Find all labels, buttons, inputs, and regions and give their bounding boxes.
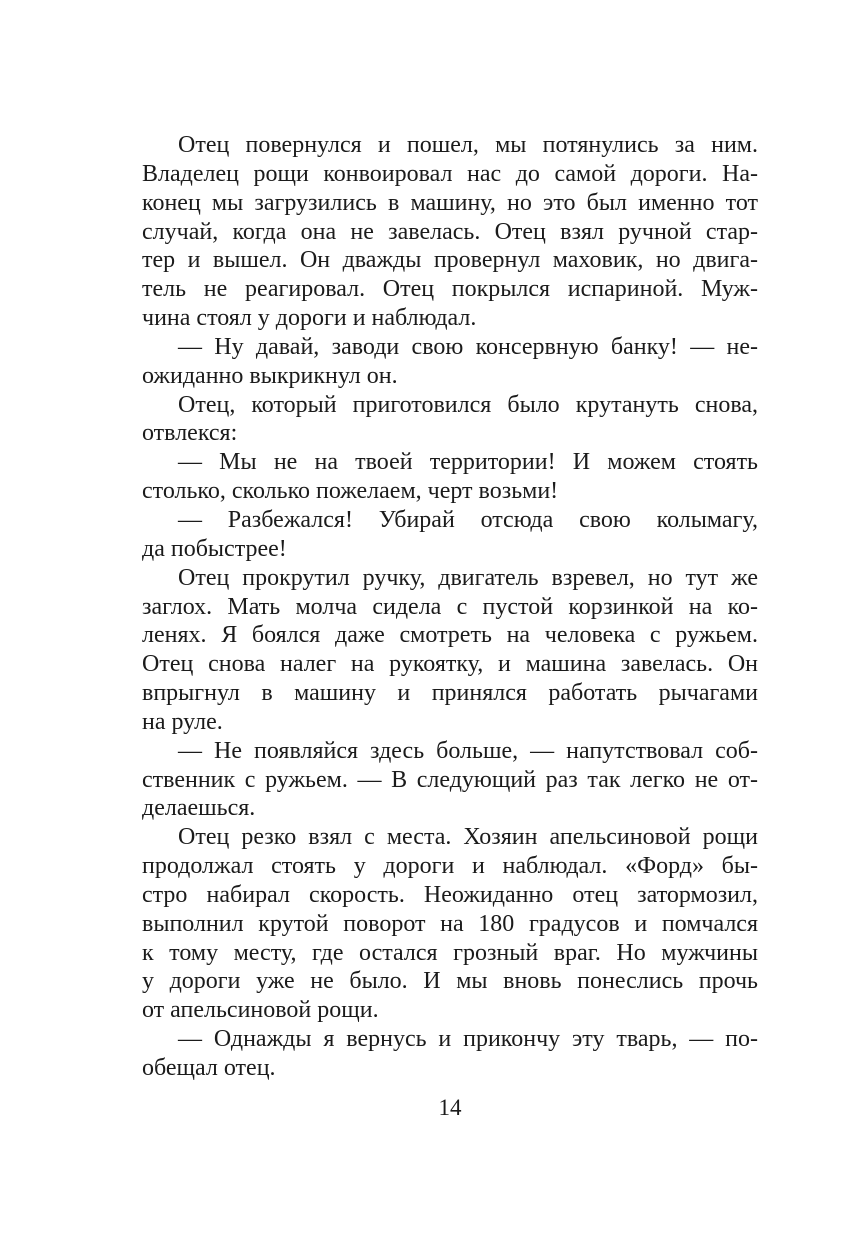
text-line: Отец снова налег на рукоятку, и машина завелась. Он [142, 651, 758, 678]
text-line: от апельсиновой рощи. [142, 997, 379, 1024]
text-line: — Ну давай, заводи свою консервную банку! — не- [178, 333, 758, 360]
text-line: — Однажды я вернусь и прикончу эту тварь, — по- [178, 1026, 758, 1053]
text-line: тель не реагировал. Отец покрылся испариной. Муж- [142, 276, 758, 303]
text-line: обещал отец. [142, 1055, 276, 1081]
text-line: — Не появляйся здесь больше, — напутствовал соб- [178, 737, 758, 764]
text-line: Отец прокрутил ручку, двигатель взревел, но тут же [178, 564, 758, 591]
text-line: выполнил крутой поворот на 180 градусов и помчался [142, 910, 758, 937]
text-line: чина стоял у дороги и наблюдал. [142, 305, 477, 332]
text-line: у дороги уже не было. И мы вновь понеслись прочь [142, 968, 758, 995]
text-line: делаешься. [142, 795, 256, 822]
page-number: 14 [438, 1095, 462, 1120]
text-line: отвлекся: [142, 420, 238, 447]
text-line: тер и вышел. Он дважды провернул маховик, но двига- [142, 247, 758, 274]
text-line: ожиданно выкрикнул он. [142, 362, 398, 389]
text-line: ственник с ружьем. — В следующий раз так легко не от- [142, 766, 758, 793]
text-line: да побыстрее! [142, 535, 287, 562]
text-line: столько, сколько пожелаем, черт возьми! [142, 478, 559, 505]
text-line: Отец резко взял с места. Хозяин апельсиновой рощи [178, 824, 758, 851]
text-line: случай, когда она не завелась. Отец взял ручной стар- [142, 218, 758, 245]
text-line: — Мы не на твоей территории! И можем стоять [178, 449, 758, 476]
text-line: стро набирал скорость. Неожиданно отец затормозил, [142, 881, 758, 908]
page-text [142, 131, 758, 1083]
text-line: заглох. Мать молча сидела с пустой корзинкой на ко- [142, 593, 758, 620]
text-line: на руле. [142, 708, 223, 735]
text-line: к тому месту, где остался грозный враг. Но мужчины [142, 939, 758, 966]
text-line: Владелец рощи конвоировал нас до самой дороги. На- [142, 160, 758, 187]
text-line: Отец, который приготовился было крутануть снова, [178, 391, 758, 418]
text-line: продолжал стоять у дороги и наблюдал. «Форд» бы- [142, 853, 758, 880]
text-line: ленях. Я боялся даже смотреть на человека с ружьем. [142, 622, 758, 649]
text-line: — Разбежался! Убирай отсюда свою колымагу, [178, 506, 758, 533]
text-line: конец мы загрузились в машину, но это был именно тот [142, 189, 758, 216]
text-line: впрыгнул в машину и принялся работать рычагами [142, 680, 758, 707]
text-line: Отец повернулся и пошел, мы потянулись за ним. [178, 132, 758, 158]
